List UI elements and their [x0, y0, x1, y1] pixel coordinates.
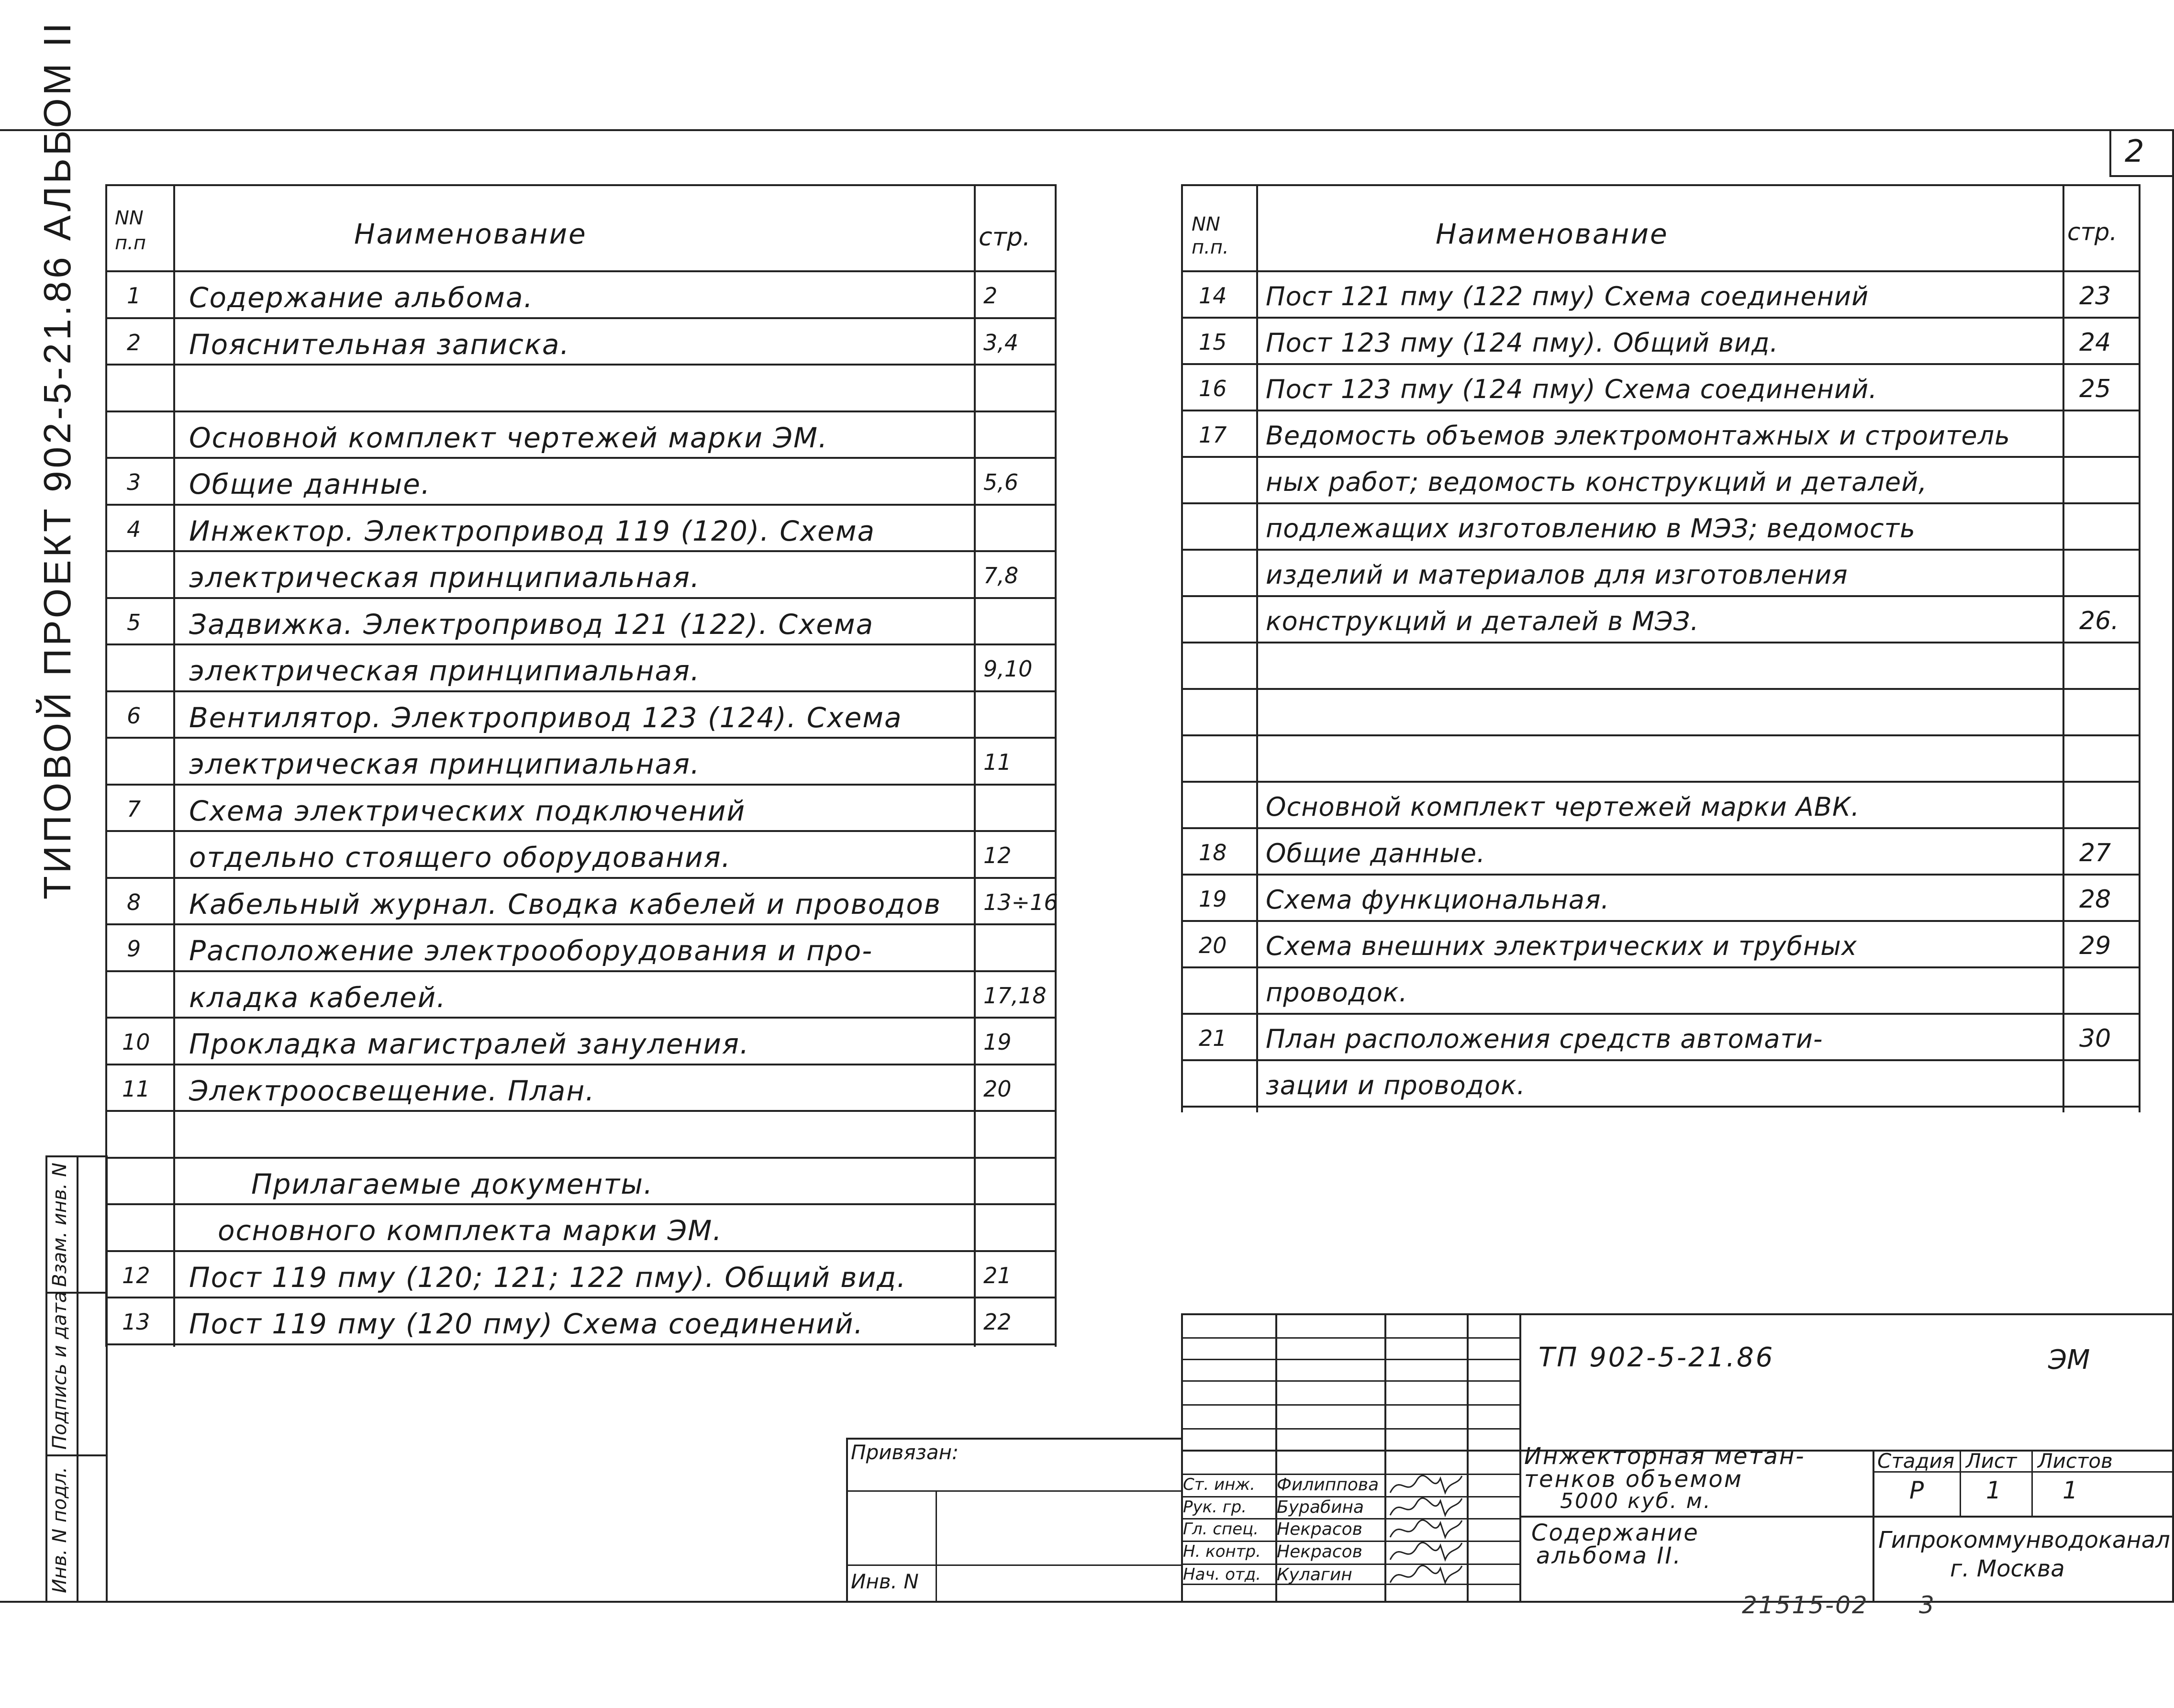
left-row-page: 17,18	[983, 982, 1047, 1009]
left-row-line	[105, 970, 1057, 972]
left-header-nn: NN п.п	[115, 207, 146, 254]
right-row-number: 21	[1199, 1025, 1227, 1051]
right-row-text: Пост 121 пму (122 пму) Схема соединений	[1266, 281, 1869, 311]
left-row-page: 22	[983, 1309, 1012, 1335]
left-row-page: 9,10	[983, 656, 1033, 682]
right-row-line	[1181, 502, 2141, 504]
right-row-line	[1181, 920, 2141, 922]
tb-hline	[1181, 1428, 1519, 1430]
left-header-page: стр.	[979, 223, 1031, 252]
right-row-line	[1181, 456, 2141, 458]
right-header-nn: NN п.п.	[1192, 213, 1229, 258]
right-col-divider	[2063, 184, 2064, 1112]
right-row-text: подлежащих изготовлению в МЭЗ; ведомость	[1266, 513, 1916, 543]
left-row-line	[105, 877, 1057, 879]
left-row-number: 5	[127, 609, 141, 635]
tb-object-name-1: Инжекторная метан-	[1524, 1443, 1806, 1470]
right-row-line	[1181, 1059, 2141, 1061]
left-row-number: 1	[127, 283, 141, 309]
right-table-border	[1181, 184, 2141, 1112]
right-row-page: 24	[2079, 328, 2111, 357]
tb-header-stage: Стадия	[1877, 1449, 1955, 1473]
left-row-text: электрическая принципиальная.	[189, 561, 701, 594]
left-row-line	[105, 923, 1057, 925]
left-row-line	[105, 690, 1057, 692]
right-header-line	[1181, 270, 2141, 272]
stamp-field-podpis: Подпись и дата	[49, 1291, 71, 1450]
archive-number: 21515-02	[1742, 1591, 1869, 1619]
tb-organization: Гипрокоммунводоканал	[1878, 1527, 2170, 1553]
left-row-number: 12	[122, 1262, 150, 1288]
left-row-text: Электроосвещение. План.	[189, 1074, 595, 1107]
right-row-text: ных работ; ведомость конструкций и деталей,	[1266, 467, 1928, 497]
left-row-line	[105, 364, 1057, 366]
right-row-page: 23	[2079, 282, 2111, 311]
right-row-text: Пост 123 пму (124 пму). Общий вид.	[1266, 328, 1779, 358]
right-row-line	[1181, 363, 2141, 365]
right-row-number: 16	[1199, 376, 1227, 401]
tb-vline	[1384, 1313, 1386, 1603]
tb-value-stage: Р	[1909, 1476, 1924, 1504]
tb-object-name-3: 5000 куб. м.	[1560, 1489, 1712, 1513]
right-row-page: 30	[2079, 1024, 2111, 1053]
left-row-text: Содержание альбома.	[189, 281, 534, 314]
tb-vline	[1960, 1450, 1961, 1516]
right-row-text: Схема внешних электрических и трубных	[1266, 931, 1857, 961]
left-row-line	[105, 643, 1057, 645]
left-row-text: Пост 119 пму (120 пму) Схема соединений.	[189, 1308, 864, 1340]
binding-privyazan: Привязан:	[851, 1441, 959, 1464]
signature-name: Бурабина	[1277, 1497, 1364, 1517]
right-header-name: Наименование	[1436, 218, 1669, 250]
right-row-line	[1181, 549, 2141, 551]
signature-role: Ст. инж.	[1183, 1475, 1255, 1494]
left-row-number: 6	[127, 702, 141, 729]
tb-value-sheet: 1	[1986, 1476, 2001, 1504]
binding-vline	[936, 1490, 937, 1603]
right-header-page: стр.	[2067, 218, 2118, 246]
left-row-page: 5,6	[983, 469, 1019, 495]
left-row-text: Прокладка магистралей зануления.	[189, 1028, 750, 1060]
left-row-number: 4	[127, 516, 141, 542]
right-row-text: изделий и материалов для изготовления	[1266, 560, 1848, 590]
left-row-text: Расположение электрооборудования и про-	[189, 934, 873, 967]
stamp-field-inv: Инв. N подл.	[49, 1466, 71, 1593]
left-row-text: отдельно стоящего оборудования.	[189, 841, 732, 874]
left-row-page: 19	[983, 1029, 1012, 1055]
signature-role: Н. контр.	[1183, 1542, 1261, 1561]
signature-name: Некрасов	[1277, 1542, 1362, 1562]
tb-hline	[1181, 1337, 1519, 1339]
left-row-page: 11	[983, 749, 1012, 775]
left-row-line	[105, 1203, 1057, 1205]
tb-mark: ЭМ	[2048, 1344, 2090, 1375]
right-row-line	[1181, 1013, 2141, 1015]
left-row-line	[105, 410, 1057, 412]
tb-designation: ТП 902-5-21.86	[1539, 1342, 1775, 1373]
left-row-line	[105, 1064, 1057, 1065]
left-row-text: Вентилятор. Электропривод 123 (124). Схема	[189, 701, 903, 734]
right-row-text: конструкций и деталей в МЭЗ.	[1266, 606, 1699, 636]
right-row-number: 18	[1199, 840, 1227, 865]
binding-line	[846, 1564, 1181, 1566]
left-header-line	[105, 270, 1057, 272]
left-row-text: кладка кабелей.	[189, 981, 446, 1014]
side-stamp-divider	[77, 1155, 78, 1603]
right-row-line	[1181, 827, 2141, 829]
left-row-text: Пояснительная записка.	[189, 328, 570, 361]
right-row-page: 29	[2079, 932, 2111, 960]
left-row-page: 21	[983, 1262, 1012, 1288]
tb-vline	[1519, 1313, 1521, 1603]
left-row-page: 20	[983, 1076, 1012, 1102]
tb-hline	[1181, 1380, 1519, 1382]
left-col-divider	[974, 184, 976, 1347]
left-row-line	[105, 457, 1057, 459]
side-title: ТИПОВОЙ ПРОЕКТ 902-5-21.86 АЛЬБОМ II	[36, 20, 78, 899]
left-row-line	[105, 504, 1057, 506]
left-row-text: основного комплекта марки ЭМ.	[218, 1214, 723, 1247]
right-row-line	[1181, 410, 2141, 411]
left-row-number: 8	[127, 889, 141, 915]
right-row-page: 27	[2079, 839, 2111, 867]
left-row-number: 10	[122, 1029, 150, 1055]
right-row-text: Ведомость объемов электромонтажных и строитель	[1266, 421, 2010, 451]
binding-line	[846, 1490, 1181, 1492]
left-row-line	[105, 1157, 1057, 1159]
right-row-number: 20	[1199, 932, 1227, 958]
left-row-number: 13	[122, 1309, 150, 1335]
right-row-number: 15	[1199, 329, 1227, 355]
left-row-text: электрическая принципиальная.	[189, 748, 701, 780]
right-row-line	[1181, 874, 2141, 876]
left-row-number: 3	[127, 469, 141, 495]
right-row-number: 14	[1199, 283, 1227, 309]
left-row-line	[105, 1017, 1057, 1019]
left-row-line	[105, 737, 1057, 739]
left-row-text: электрическая принципиальная.	[189, 654, 701, 687]
tb-header-sheet: Лист	[1966, 1449, 2017, 1473]
left-row-line	[105, 830, 1057, 832]
left-row-text: Основной комплект чертежей марки ЭМ.	[189, 421, 828, 454]
left-row-number: 9	[127, 936, 141, 962]
left-row-line	[105, 1110, 1057, 1112]
tb-hline	[1519, 1516, 1873, 1518]
right-row-number: 17	[1199, 422, 1227, 448]
tb-object-name-2: тенков объемом	[1524, 1466, 1743, 1493]
tb-value-sheets: 1	[2063, 1476, 2078, 1504]
left-row-line	[105, 317, 1057, 319]
left-col-divider	[173, 184, 175, 1347]
right-row-text: Основной комплект чертежей марки АВК.	[1266, 792, 1860, 822]
right-row-text: Пост 123 пму (124 пму) Схема соединений.	[1266, 374, 1878, 404]
right-row-line	[1181, 688, 2141, 690]
left-row-line	[105, 784, 1057, 786]
left-row-text: Схема электрических подключений	[189, 794, 746, 827]
tb-vline	[1467, 1313, 1469, 1603]
left-row-text: Задвижка. Электропривод 121 (122). Схема	[189, 608, 874, 641]
right-row-page: 28	[2079, 885, 2111, 914]
right-row-line	[1181, 734, 2141, 736]
right-row-text: зации и проводок.	[1266, 1070, 1526, 1100]
left-row-page: 13÷16	[983, 889, 1058, 915]
binding-inv-n: Инв. N	[851, 1570, 919, 1593]
left-row-page: 12	[983, 843, 1012, 868]
left-row-number: 11	[122, 1076, 150, 1102]
right-row-page: 25	[2079, 375, 2111, 403]
left-row-text: Пост 119 пму (120; 121; 122 пму). Общий вид.	[189, 1261, 907, 1294]
right-row-number: 19	[1199, 886, 1227, 912]
right-row-page: 26.	[2079, 607, 2119, 635]
left-row-line	[105, 1250, 1057, 1252]
right-row-line	[1181, 1106, 2141, 1108]
left-row-page: 7,8	[983, 563, 1019, 588]
left-row-line	[105, 1297, 1057, 1298]
handwritten-signature-icon	[1388, 1561, 1464, 1590]
right-row-line	[1181, 595, 2141, 597]
left-row-text: Кабельный журнал. Сводка кабелей и проводов	[189, 887, 942, 921]
left-row-page: 2	[983, 283, 998, 309]
signature-role: Нач. отд.	[1183, 1565, 1261, 1584]
tb-sheet-name-2: альбома II.	[1536, 1542, 1682, 1569]
side-stamp-line	[45, 1454, 108, 1456]
left-row-text: Прилагаемые документы.	[251, 1167, 654, 1200]
tb-vline	[1873, 1450, 1874, 1603]
signature-name: Филиппова	[1277, 1475, 1379, 1495]
tb-organization-city: г. Москва	[1950, 1555, 2065, 1582]
left-row-page: 3,4	[983, 329, 1019, 355]
right-row-line	[1181, 781, 2141, 783]
tb-hline	[1181, 1404, 1519, 1406]
signature-name: Некрасов	[1277, 1519, 1362, 1539]
signature-role: Гл. спец.	[1183, 1519, 1259, 1539]
tb-hline	[1181, 1359, 1519, 1360]
right-row-text: Общие данные.	[1266, 838, 1486, 868]
left-row-number: 2	[127, 329, 141, 355]
signature-name: Кулагин	[1277, 1565, 1352, 1585]
signature-role: Рук. гр.	[1183, 1497, 1247, 1517]
tb-hline	[1873, 1516, 2174, 1518]
tb-sheet-name-1: Содержание	[1531, 1519, 1699, 1546]
stamp-field-vzam: Взам. инв. N	[49, 1163, 71, 1287]
left-row-line	[105, 597, 1057, 599]
right-row-line	[1181, 966, 2141, 968]
left-row-text: Общие данные.	[189, 468, 431, 500]
archive-sheet: 3	[1919, 1591, 1934, 1619]
right-row-text: План расположения средств автомати-	[1266, 1024, 1823, 1054]
right-col-divider	[1256, 184, 1258, 1112]
right-row-text: Схема функциональная.	[1266, 885, 1610, 915]
tb-header-sheets: Листов	[2038, 1449, 2113, 1473]
right-row-line	[1181, 317, 2141, 319]
left-row-line	[105, 550, 1057, 552]
right-row-line	[1181, 642, 2141, 643]
left-row-number: 7	[127, 796, 141, 822]
tb-vline	[2031, 1450, 2033, 1516]
left-header-name: Наименование	[354, 218, 587, 250]
right-row-text: проводок.	[1266, 977, 1408, 1008]
corner-page-number: 2	[2125, 134, 2144, 169]
left-row-text: Инжектор. Электропривод 119 (120). Схема	[189, 514, 876, 547]
left-row-line	[105, 1343, 1057, 1345]
